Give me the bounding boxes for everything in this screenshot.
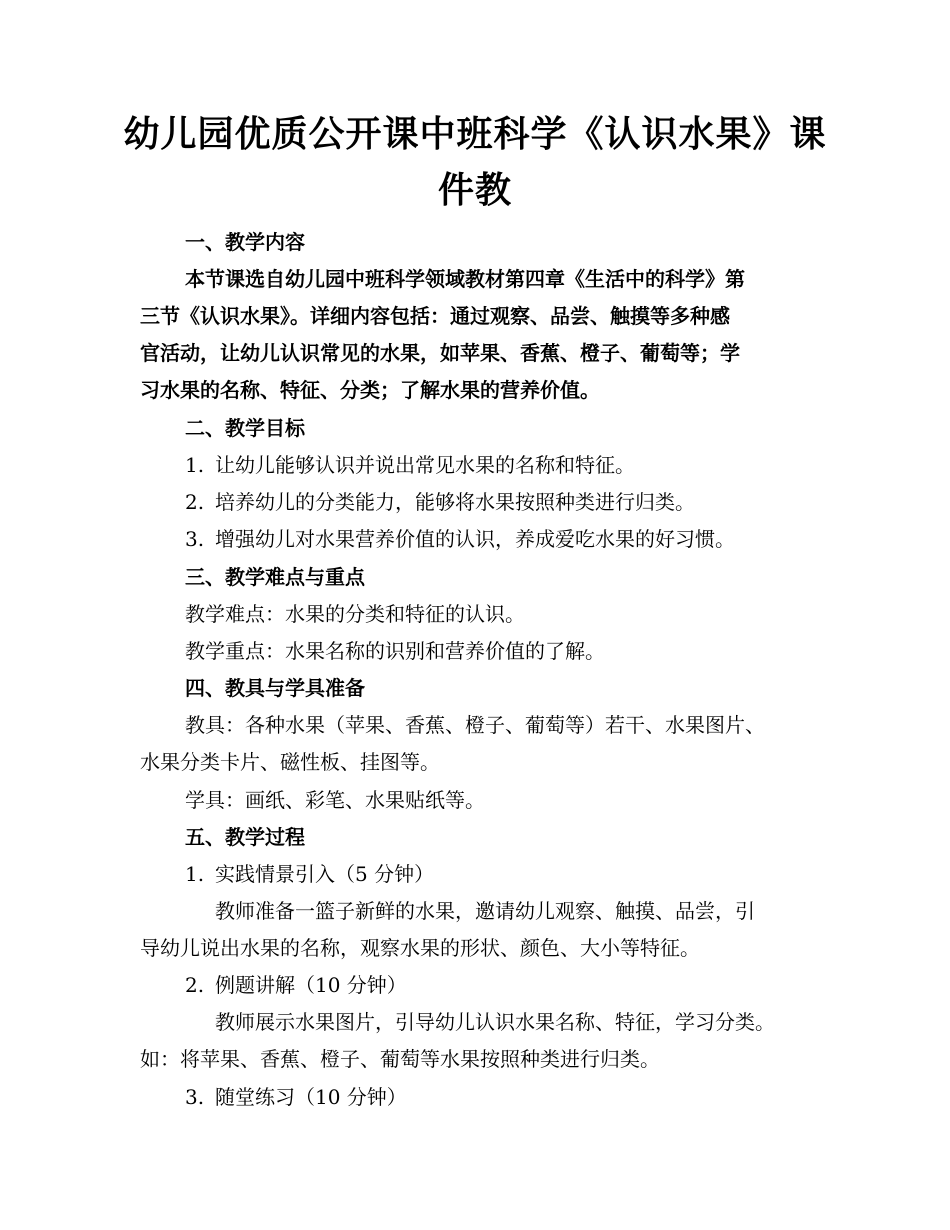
step-number-1: 1. bbox=[185, 862, 205, 886]
goal-text-1: 让幼儿能够认识并说出常见水果的名称和特征。 bbox=[215, 453, 635, 477]
student-tools-text: 学具：画纸、彩笔、水果贴纸等。 bbox=[185, 788, 485, 812]
teacher-tools-line-1: 教具：各种水果（苹果、香蕉、橙子、葡萄等）若干、水果图片、 bbox=[185, 713, 765, 737]
section-heading-materials: 四、教具与学具准备 bbox=[185, 676, 365, 700]
goal-item-1 bbox=[185, 451, 635, 479]
goal-item-3 bbox=[185, 525, 735, 553]
title-line-1: 幼儿园优质公开课中班科学《认识水果》课 bbox=[123, 113, 827, 155]
content-para-line-4: 习水果的名称、特征、分类；了解水果的营养价值。 bbox=[140, 378, 600, 402]
goal-text-3: 增强幼儿对水果营养价值的认识，养成爱吃水果的好习惯。 bbox=[215, 527, 735, 551]
key-point-text: 教学重点：水果名称的识别和营养价值的了解。 bbox=[185, 639, 605, 663]
goal-number-1: 1. bbox=[185, 453, 205, 477]
process-step-3 bbox=[185, 1083, 407, 1111]
step1-para-line-2: 导幼儿说出水果的名称，观察水果的形状、颜色、大小等特征。 bbox=[140, 936, 700, 960]
content-para-line-2: 三节《认识水果》。详细内容包括：通过观察、品尝、触摸等多种感 bbox=[140, 304, 730, 328]
section-heading-difficulty: 三、教学难点与重点 bbox=[185, 565, 365, 589]
step1-para-line-1: 教师准备一篮子新鲜的水果，邀请幼儿观察、触摸、品尝，引 bbox=[215, 899, 755, 923]
goal-number-3: 3. bbox=[185, 527, 205, 551]
step-title-3: 随堂练习（10 分钟） bbox=[215, 1085, 407, 1109]
content-para-line-1: 本节课选自幼儿园中班科学领域教材第四章《生活中的科学》第 bbox=[185, 267, 745, 291]
section-heading-content: 一、教学内容 bbox=[185, 230, 305, 254]
goal-number-2: 2. bbox=[185, 490, 205, 514]
title-line-2: 件教 bbox=[437, 169, 512, 211]
step-title-2: 例题讲解（10 分钟） bbox=[215, 973, 407, 997]
step2-para-line-2: 如：将苹果、香蕉、橙子、葡萄等水果按照种类进行归类。 bbox=[140, 1047, 660, 1071]
step2-para-line-1: 教师展示水果图片，引导幼儿认识水果名称、特征，学习分类。 bbox=[215, 1010, 775, 1034]
section-heading-process: 五、教学过程 bbox=[185, 825, 305, 849]
process-step-1 bbox=[185, 860, 434, 888]
goal-text-2: 培养幼儿的分类能力，能够将水果按照种类进行归类。 bbox=[215, 490, 695, 514]
content-para-line-3: 官活动，让幼儿认识常见的水果，如苹果、香蕉、橙子、葡萄等；学 bbox=[140, 341, 740, 365]
document-title bbox=[120, 106, 830, 218]
goal-item-2 bbox=[185, 488, 695, 516]
step-number-2: 2. bbox=[185, 973, 205, 997]
teacher-tools-line-2: 水果分类卡片、磁性板、挂图等。 bbox=[140, 750, 440, 774]
section-heading-goals: 二、教学目标 bbox=[185, 416, 305, 440]
step-title-1: 实践情景引入（5 分钟） bbox=[215, 862, 435, 886]
process-step-2 bbox=[185, 971, 407, 999]
difficulty-text: 教学难点：水果的分类和特征的认识。 bbox=[185, 602, 525, 626]
step-number-3: 3. bbox=[185, 1085, 205, 1109]
